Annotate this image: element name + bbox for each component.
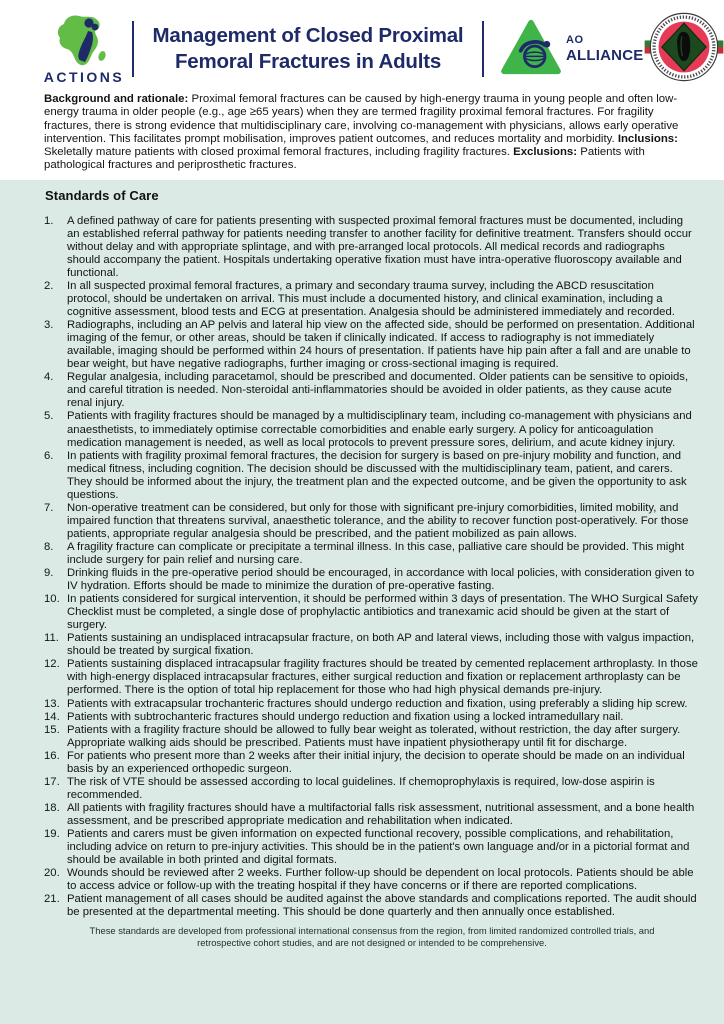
- item-number: 13.: [44, 697, 60, 710]
- standard-item: [44, 319, 700, 371]
- africa-map-icon: [53, 53, 115, 70]
- header: [0, 0, 724, 88]
- item-number: 7.: [44, 501, 54, 514]
- standard-item: [44, 632, 700, 658]
- item-text: Patients sustaining displaced intracapsular fragility fractures should be treated by cemented replacement arthroplasty. In those with high-energy displaced intracapsular fractures, either surgical reduction and fixation or replacement arthroplasty can be performed. There is the option of total hip replacement for those who had high physical demands pre-injury.: [67, 658, 698, 697]
- bold-run-in: Exclusions:: [513, 146, 581, 159]
- item-number: 21.: [44, 893, 60, 906]
- background-paragraph: [44, 93, 692, 173]
- standards-list: [44, 215, 700, 920]
- item-number: 3.: [44, 319, 54, 332]
- item-text: Patients with fragility fractures should be managed by a multidisciplinary team, including co-management with physicians and anaesthetists, to immediately optimise correctable comorbidities and enable early surgery. A policy for anticoagulation medication management is needed, as well as local protocols to prevent pressure sores, delirium, and acute kidney injury.: [67, 410, 692, 449]
- paragraph-text: Proximal femoral fractures can be caused by high-energy trauma in young people and often low-energy trauma in older people (e.g., age ≥65 years) when they are termed fragility proximal femoral fractures. For fragility fractures, there is strong evidence that multidisciplinary care, involving co-management with physicians, allows early operative intervention. This facilitates prompt mobilisation, improves patient outcomes, and reduces mortality and morbidity.: [44, 93, 679, 145]
- item-number: 14.: [44, 710, 60, 723]
- item-number: 19.: [44, 827, 60, 840]
- item-number: 15.: [44, 723, 60, 736]
- item-number: 4.: [44, 371, 54, 384]
- ao-alliance-label: [566, 35, 643, 63]
- item-text: Non-operative treatment can be considered, but only for those with significant pre-injury comorbidities, limited mobility, and impaired function that threatens survival, anaesthetic tolerance, and the ability to recover function post-operatively. For those patients, appropriate regular analgesia should be prescribed, and the patient mobilized as pain allows.: [67, 501, 689, 540]
- item-text: Wounds should be reviewed after 2 weeks. Further follow-up should be dependent on local protocols. Patients should be able to access advice or follow-up with the treating hospital if they have concerns or if there are reported complications.: [67, 867, 694, 893]
- item-text: Patients sustaining an undisplaced intracapsular fracture, on both AP and lateral views, including those with valgus impaction, should be treated by surgical fixation.: [67, 632, 695, 658]
- page-title: [140, 23, 476, 75]
- standard-item: [44, 893, 700, 919]
- item-number: 20.: [44, 867, 60, 880]
- item-number: 18.: [44, 801, 60, 814]
- standard-item: [44, 450, 700, 502]
- item-text: All patients with fragility fractures should have a multifactorial falls risk assessment, nutritional assessment, and a bone health assessment, and be prescribed appropriate medication and rehabilitation when indicated.: [67, 801, 695, 827]
- header-divider: [132, 21, 134, 77]
- item-number: 11.: [44, 632, 59, 645]
- standards-heading: Standards of Care: [45, 187, 159, 203]
- title-line-2: Femoral Fractures in Adults: [174, 50, 442, 73]
- item-text: In patients with fragility proximal femoral fractures, the decision for surgery is based on pre-injury mobility and function, and medical fitness, including cognition. The decision should be discussed with the multidisciplinary team, patient, and carers. They should be informed about the injury, the treatment plan and the expected outcome, and be given the opportunity to ask questions.: [67, 449, 687, 501]
- bold-run-in: Inclusions:: [617, 132, 678, 145]
- item-text: Patient management of all cases should be audited against the above standards and complications reported. The audit should be presented at the departmental meeting. This should be done quarterly and then annually once established.: [67, 893, 697, 919]
- title-line-1: Management of Closed Proximal: [152, 24, 464, 47]
- standard-item: [44, 502, 700, 541]
- item-number: 6.: [44, 449, 54, 462]
- standard-item: [44, 867, 700, 893]
- item-number: 1.: [44, 214, 54, 227]
- item-text: Patients with extracapsular trochanteric fractures should undergo reduction and fixation, using preferably a sliding hip screw.: [67, 697, 688, 710]
- standard-item: [44, 724, 700, 750]
- standard-item: [44, 802, 700, 828]
- item-text: In all suspected proximal femoral fractures, a primary and secondary trauma survey, including the ABCD resuscitation protocol, should be undertaken on arrival. This must include a documented history, and clinical examination, including a cognitive assessment, blood tests and ECG at presentation. Analgesia should be administered immediately and recorded.: [67, 280, 675, 319]
- item-text: A fragility fracture can complicate or precipitate a terminal illness. In this case, palliative care should be provided. This might include surgery for pain relief and nursing care.: [67, 540, 685, 566]
- ao-triangle-icon: [500, 19, 562, 80]
- standard-item: [44, 711, 700, 724]
- standard-item: [44, 828, 700, 867]
- standard-item: [44, 371, 700, 410]
- standard-item: [44, 698, 700, 711]
- item-number: 2.: [44, 280, 54, 293]
- standard-item: [44, 215, 700, 280]
- standard-item: [44, 567, 700, 593]
- footer-note: These standards are developed from professional international consensus from the region, from limited randomized controlled trials, and retrospective cohort studies, and are not designed or intended to be comprehensive.: [89, 925, 655, 949]
- item-text: Regular analgesia, including paracetamol, should be prescribed and documented. Older patients can be sensitive to opioids, and careful titration is needed. Non-steroidal anti-inflammatories should be avoided in older patients, as they cause acute renal injury.: [67, 371, 689, 410]
- actions-logo: [42, 14, 126, 85]
- item-text: Patients with a fragility fracture should be allowed to fully bear weight as tolerated, without restriction, the day after surgery. Appropriate walking aids should be prescribed. Patients must have inpatient physiotherapy until fit for discharge.: [67, 723, 681, 749]
- standard-item: [44, 593, 700, 632]
- item-text: Patients and carers must be given information on expected functional recovery, possible complications, and rehabilitation, including advice on return to pre-injury activities. This should be in the patient's own language and/or in a pictorial format and should be available in both printed and digital formats.: [67, 827, 690, 867]
- crest-icon: [643, 72, 724, 89]
- item-text: Radiographs, including an AP pelvis and lateral hip view on the affected side, should be performed on presentation. Additional imaging of the femur, or other areas, should be taken if clinically indicated. If access to radiography is not immediately available, imaging should be performed within 24 hours of presentation. If patients have hip pain after a fall and are unable to bear weight, but have negative radiographs, further imaging or cross-sectional imaging is required.: [67, 319, 695, 371]
- ao-label-line-2: ALLIANCE: [566, 47, 644, 64]
- standard-item: [44, 658, 700, 697]
- item-text: The risk of VTE should be assessed according to local guidelines. If chemoprophylaxis is required, low-dose aspirin is recommended.: [67, 775, 655, 801]
- item-number: 8.: [44, 540, 54, 553]
- item-number: 16.: [44, 749, 60, 762]
- standard-item: [44, 776, 700, 802]
- standard-item: [44, 750, 700, 776]
- college-crest-logo: [643, 9, 724, 90]
- ao-label-line-1: AO: [566, 34, 584, 46]
- item-text: Patients with subtrochanteric fractures should undergo reduction and fixation using a locked intramedullary nail.: [67, 710, 624, 723]
- item-number: 10.: [44, 593, 60, 606]
- item-text: Drinking fluids in the pre-operative period should be encouraged, in accordance with local policies, with consideration given to IV hydration. Efforts should be made to minimize the duration of pre-operative fasting.: [67, 567, 695, 593]
- item-number: 12.: [44, 658, 60, 671]
- paragraph-text: Skeletally mature patients with closed proximal femoral fractures, including fragility fractures.: [44, 146, 514, 159]
- standards-section: [0, 180, 724, 1024]
- item-text: For patients who present more than 2 weeks after their initial injury, the decision to operate should be made on an individual basis by an experienced orthopedic surgeon.: [67, 749, 685, 775]
- standard-item: [44, 410, 700, 449]
- item-number: 5.: [44, 410, 54, 423]
- actions-label: ACTIONS: [43, 68, 125, 85]
- item-number: 9.: [44, 567, 54, 580]
- paragraph-text: Patients with pathological fractures and periprosthetic fractures.: [44, 146, 645, 172]
- header-divider: [482, 21, 484, 77]
- item-number: 17.: [44, 775, 60, 788]
- ao-alliance-logo: [500, 19, 643, 80]
- item-text: In patients considered for surgical intervention, it should be performed within 3 days of presentation. The WHO Surgical Safety Checklist must be completed, a single dose of prophylactic antibiotics and tranexamic acid should be given at the start of surgery.: [67, 593, 698, 632]
- standard-item: [44, 541, 700, 567]
- standard-item: [44, 280, 700, 319]
- item-text: A defined pathway of care for patients presenting with suspected proximal femoral fractures must be documented, including an established referral pathway for patients needing transfer to another facility for definitive treatment. Transfers should occur without delay and with appropriate splintage, and with pre-arranged local protocols. All medical records and radiographs should accompany the patient. Hospitals undertaking operative fixation must have intra-operative fluoroscopy available and functional.: [67, 214, 692, 279]
- bold-run-in: Background and rationale:: [44, 93, 192, 105]
